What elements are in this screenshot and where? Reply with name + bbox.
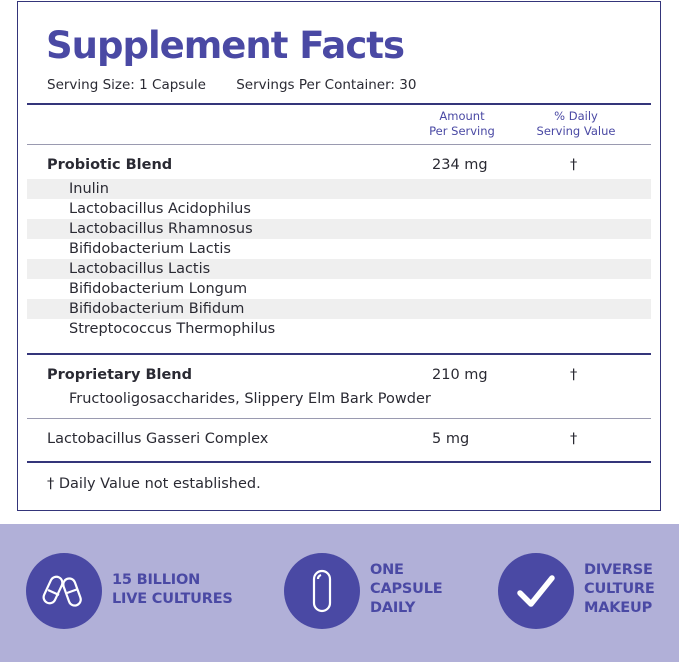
- strain-name: Bifidobacterium Longum: [69, 281, 248, 297]
- strain-name: Inulin: [69, 181, 109, 197]
- servings-per-container: Servings Per Container: 30: [236, 77, 417, 93]
- page-title: Supplement Facts: [46, 24, 405, 67]
- serving-info: [47, 77, 442, 93]
- features-band: [0, 524, 679, 662]
- amount-header-line2: Per Serving: [429, 124, 495, 138]
- feature-line: 15 BILLION: [112, 572, 201, 588]
- amount-header-line1: Amount: [439, 109, 485, 123]
- strain-row: [27, 279, 651, 299]
- feature-line: CULTURE: [584, 581, 655, 597]
- supplement-facts-panel: [17, 1, 661, 511]
- dv-header-line1: % Daily: [554, 109, 598, 123]
- strain-row: [27, 299, 651, 319]
- feature-line: CAPSULE: [370, 581, 443, 597]
- capsule-icon: [284, 553, 360, 629]
- strain-row: [27, 319, 651, 339]
- checkmark-icon: [498, 553, 574, 629]
- proprietary-blend-amount: 210 mg: [432, 367, 488, 383]
- probiotic-blend-dv: †: [570, 157, 578, 173]
- divider: [27, 144, 651, 145]
- strain-name: Bifidobacterium Lactis: [69, 241, 231, 257]
- feature-line: DAILY: [370, 600, 416, 616]
- proprietary-blend-name: Proprietary Blend: [47, 367, 192, 383]
- probiotic-blend-amount: 234 mg: [432, 157, 488, 173]
- strain-row: [27, 179, 651, 199]
- strain-name: Bifidobacterium Bifidum: [69, 301, 245, 317]
- feature-line: MAKEUP: [584, 600, 652, 616]
- daily-value-column-header: [526, 109, 626, 139]
- strain-row: [27, 199, 651, 219]
- proprietary-blend-detail-row: [27, 389, 651, 409]
- strain-name: Streptococcus Thermophilus: [69, 321, 276, 337]
- proprietary-blend-detail: Fructooligosaccharides, Slippery Elm Bark Powder: [69, 391, 431, 407]
- divider: [27, 353, 651, 355]
- gasseri-amount: 5 mg: [432, 431, 470, 447]
- divider: [27, 418, 651, 419]
- divider: [27, 103, 651, 105]
- probiotic-blend-name: Probiotic Blend: [47, 157, 173, 173]
- footnote: † Daily Value not established.: [47, 476, 261, 492]
- strain-name: Lactobacillus Acidophilus: [69, 201, 251, 217]
- feature-line: ONE: [370, 562, 404, 578]
- strain-name: Lactobacillus Rhamnosus: [69, 221, 253, 237]
- amount-column-header: [414, 109, 510, 139]
- serving-size: Serving Size: 1 Capsule: [47, 77, 206, 93]
- strain-name: Lactobacillus Lactis: [69, 261, 211, 277]
- feature-text: [112, 571, 233, 609]
- divider: [27, 461, 651, 463]
- strain-row: [27, 239, 651, 259]
- strain-row: [27, 259, 651, 279]
- feature-text: [584, 561, 655, 618]
- feature-line: DIVERSE: [584, 562, 653, 578]
- proprietary-blend-dv: †: [570, 367, 578, 383]
- dv-header-line2: Serving Value: [536, 124, 616, 138]
- gasseri-dv: †: [570, 431, 578, 447]
- strain-row: [27, 219, 651, 239]
- feature-text: [370, 561, 442, 618]
- capsules-icon: [26, 553, 102, 629]
- gasseri-name: Lactobacillus Gasseri Complex: [47, 431, 269, 447]
- feature-line: LIVE CULTURES: [112, 591, 233, 607]
